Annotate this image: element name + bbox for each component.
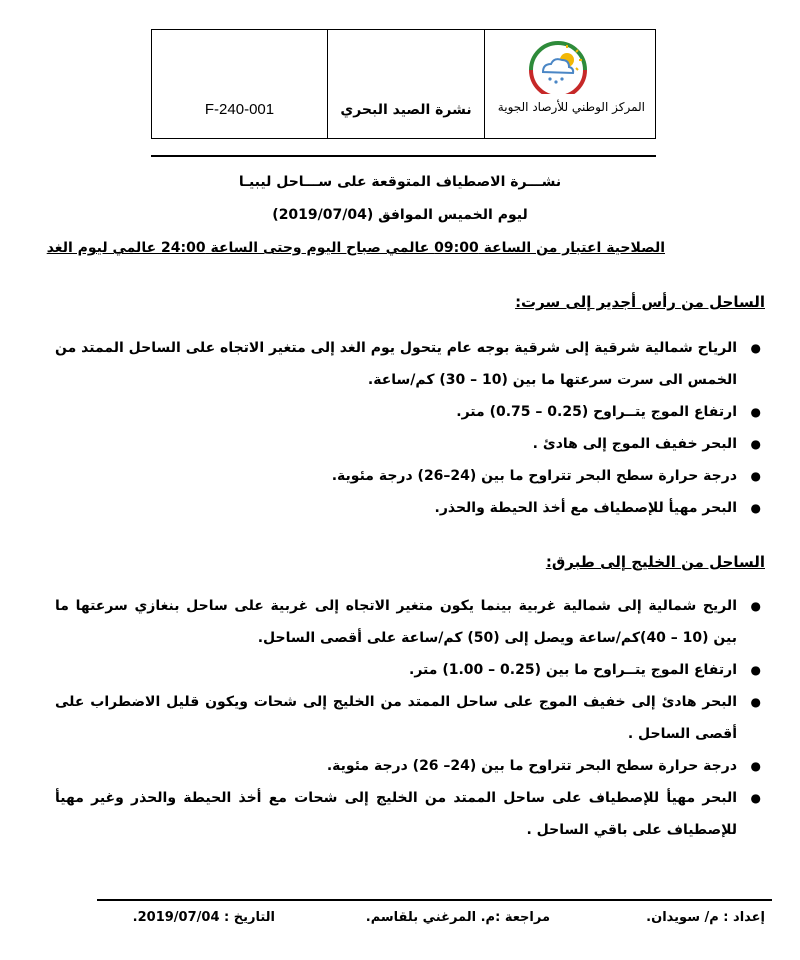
bullet-text: البحر مهيأ للإصطياف مع أخذ الحيطة والحذر.	[434, 500, 737, 516]
bullet-text: البحر خفيف الموج إلى هادئ .	[532, 436, 737, 452]
bullet-text: ارتفاع الموج يتــراوح (0.25 – 0.75) متر.	[456, 404, 737, 420]
bullet-icon: ●	[750, 759, 761, 773]
bullet-icon: ●	[750, 501, 761, 515]
bullet-icon: ●	[750, 599, 761, 613]
section-west-list	[55, 332, 765, 524]
bullet-icon: ●	[750, 437, 761, 451]
bulletin-heading: نشـــرة الاصطياف المتوقعة على ســـاحل ليبيـا	[238, 174, 562, 190]
list-item	[55, 590, 765, 654]
document-code: F-240-001	[152, 30, 328, 139]
header-table	[151, 29, 656, 139]
prepared-by: إعداد : م/ سويدان.	[646, 910, 765, 925]
organization-name: المركز الوطني للأرصاد الجوية	[497, 100, 645, 114]
weather-logo-icon	[525, 36, 591, 94]
list-item	[55, 396, 765, 428]
bullet-icon: ●	[750, 405, 761, 419]
bullet-text: الريح شمالية إلى شمالية غربية بينما يكون متغير الاتجاه إلى غربية على ساحل بنغازي سرعتها ما بين (10 – 40)كم/ساعة ويصل إلى (50) كم/ساعة على أقصى الساحل.	[55, 598, 737, 646]
footer-divider	[97, 899, 772, 901]
bullet-icon: ●	[750, 663, 761, 677]
section-title-west: الساحل من رأس أجدير إلى سرت:	[515, 293, 765, 311]
bullet-icon: ●	[750, 469, 761, 483]
bullet-text: البحر هادئ إلى خفيف الموج على ساحل الممتد من الخليج إلى شحات ويكون قليل الاضطراب على أقصى الساحل .	[55, 694, 737, 742]
bullet-icon: ●	[750, 791, 761, 805]
list-item	[55, 654, 765, 686]
bullet-text: البحر مهيأ للإصطياف على ساحل الممتد من الخليج إلى شحات مع أخذ الحيطة والحذر وغير مهيأ للإصطياف على باقي الساحل .	[55, 790, 737, 838]
list-item	[55, 428, 765, 460]
organization-cell	[485, 30, 656, 139]
list-item	[55, 492, 765, 524]
bulletin-date-line: ليوم الخميس الموافق (2019/07/04)	[272, 207, 528, 223]
bullet-text: ارتفاع الموج يتــراوح ما بين (0.25 – 1.00) متر.	[409, 662, 737, 678]
bullet-text: درجة حرارة سطح البحر تتراوح ما بين (24– 26) درجة مئوية.	[326, 758, 737, 774]
reviewed-by: مراجعة :م. المرغني بلقاسم.	[365, 910, 550, 925]
list-item	[55, 686, 765, 750]
validity-line: الصلاحية اعتبار من الساعة 09:00 عالمي صباح اليوم وحتى الساعة 24:00 عالمي ليوم الغد	[46, 240, 665, 256]
list-item	[55, 332, 765, 396]
list-item	[55, 750, 765, 782]
bullet-icon: ●	[750, 695, 761, 709]
list-item	[55, 782, 765, 846]
section-title-east: الساحل من الخليج إلى طبرق:	[545, 553, 765, 571]
list-item	[55, 460, 765, 492]
section-east-list	[55, 590, 765, 846]
bullet-icon: ●	[750, 341, 761, 355]
bullet-text: الرياح شمالية شرقية إلى شرقية بوجه عام يتحول يوم الغد إلى متغير الاتجاه على الساحل الممتد من الخمس الى سرت سرعتها ما بين (10 – 30) كم/ساعة.	[55, 340, 737, 388]
bullet-text: درجة حرارة سطح البحر تتراوح ما بين (24–26) درجة مئوية.	[331, 468, 737, 484]
issue-date: التاريخ : 2019/07/04.	[132, 910, 275, 925]
bulletin-title: نشرة الصيد البحري	[328, 30, 485, 139]
header-divider	[151, 155, 656, 157]
